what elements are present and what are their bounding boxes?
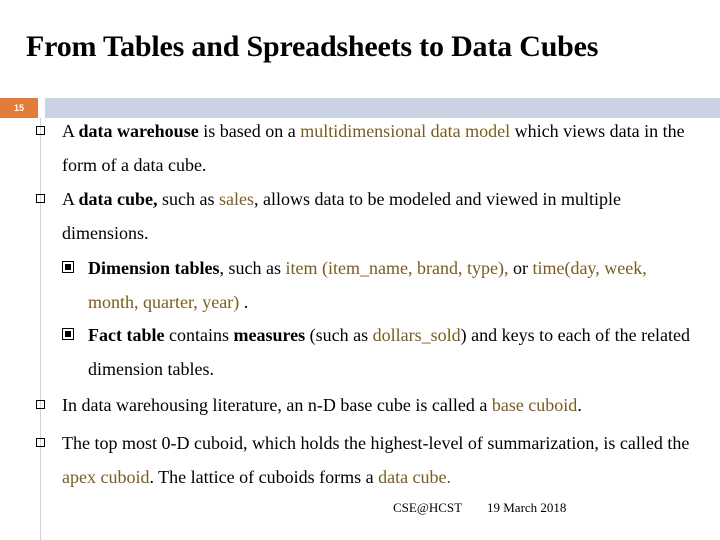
bullet-apex-cuboid (36, 426, 696, 494)
slide-title: From Tables and Spreadsheets to Data Cubes (26, 30, 599, 63)
text-run: which views data in the form of a data cube. (62, 121, 685, 175)
text-run: . (239, 292, 249, 312)
text-run: The top most 0-D cuboid, which holds the highest-level of summarization, is called the (62, 433, 690, 453)
text-run: A (62, 189, 79, 209)
term-data-warehouse: data warehouse (78, 121, 199, 141)
term-dollars-sold: dollars_sold (372, 325, 461, 345)
bullet-data-warehouse (36, 114, 686, 182)
text-run: is based on a (198, 121, 301, 141)
text-run: or (508, 258, 533, 278)
boxed-square-bullet-icon (62, 328, 74, 340)
term-measures: measures (233, 325, 306, 345)
text-run: . The lattice of cuboids forms a (149, 467, 379, 487)
text-run: (such as (305, 325, 373, 345)
text-run: contains (164, 325, 234, 345)
subbullet-text (62, 318, 692, 386)
footer-date: 19 March 2018 (487, 500, 567, 515)
text-run: A (62, 121, 79, 141)
bullet-text (36, 388, 696, 422)
term-time: time(day, week, month, quarter, year) (88, 258, 647, 312)
square-bullet-icon (36, 438, 45, 447)
term-data-cube-lattice: data cube. (378, 467, 452, 487)
bullet-text (36, 182, 656, 250)
bullet-base-cuboid (36, 388, 696, 422)
footer-org: CSE@HCST (393, 500, 463, 515)
term-base-cuboid: base cuboid (491, 395, 578, 415)
boxed-square-bullet-icon (62, 261, 74, 273)
square-bullet-icon (36, 194, 45, 203)
term-item: item (item_name, brand, type), (285, 258, 509, 278)
term-fact-table: Fact table (88, 325, 165, 345)
term-dimension-tables: Dimension tables (88, 258, 220, 278)
term-sales: sales (219, 189, 255, 209)
text-run: , such as (219, 258, 286, 278)
term-multidimensional-model: multidimensional data model (300, 121, 511, 141)
bullet-text (36, 426, 696, 494)
text-run: ) and keys to each of the related dimension tables. (88, 325, 691, 379)
text-run: In data warehousing literature, an n-D base cube is called a (62, 395, 492, 415)
square-bullet-icon (36, 126, 45, 135)
subbullet-fact-table (62, 318, 692, 386)
text-run: such as (157, 189, 220, 209)
term-data-cube: data cube, (78, 189, 158, 209)
bullet-data-cube (36, 182, 656, 250)
term-apex-cuboid: apex cuboid (62, 467, 150, 487)
text-run: , allows data to be modeled and viewed in multiple dimensions. (62, 189, 621, 243)
square-bullet-icon (36, 400, 45, 409)
subbullet-text (62, 251, 692, 319)
text-run: . (577, 395, 582, 415)
slide-number-badge: 15 (0, 98, 38, 118)
bullet-text (36, 114, 686, 182)
subbullet-dimension-tables (62, 251, 692, 319)
